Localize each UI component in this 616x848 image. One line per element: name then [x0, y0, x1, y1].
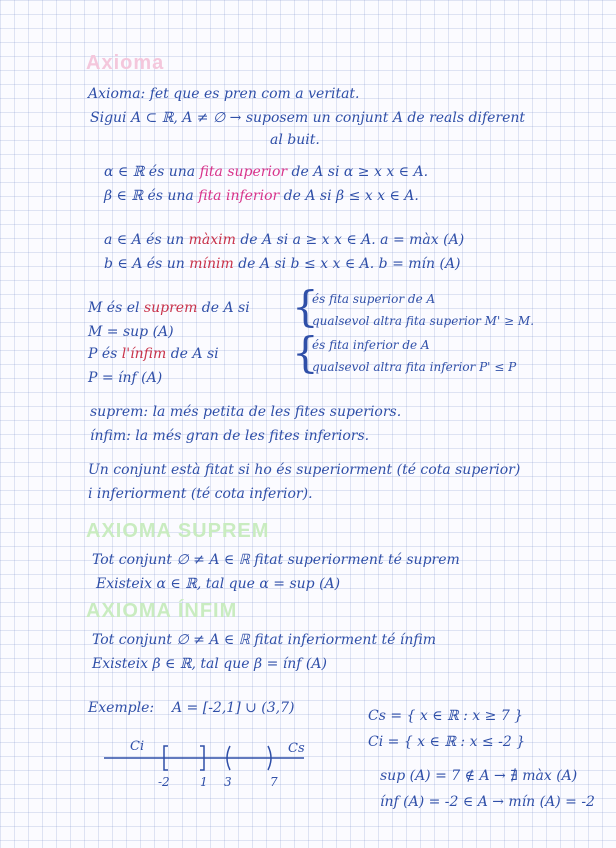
fita-superior-post: de A si α ≥ x x ∈ A.: [291, 164, 429, 180]
infim-post: de A si: [170, 346, 219, 362]
maxim-post: de A si a ≥ x x ∈ A. a = màx (A): [240, 232, 465, 248]
suprem-post: de A si: [201, 300, 250, 316]
summary-infim: ínfim: la més gran de les fites inferiors.: [90, 428, 370, 444]
suprem-pre: M és el: [88, 300, 140, 316]
exemple-sup: sup (A) = 7 ∉ A → ∄ màx (A): [380, 768, 578, 784]
infim-notation: P = ínf (A): [88, 370, 163, 386]
exemple-inf: ínf (A) = -2 ∈ A → mín (A) = -2: [380, 794, 595, 810]
exemple-set: A = [-2,1] ∪ (3,7): [172, 700, 295, 716]
suprem-term: suprem: [143, 300, 198, 316]
suprem-cond2: qualsevol altra fita superior M' ≥ M.: [312, 314, 535, 328]
suprem-notation: M = sup (A): [88, 324, 174, 340]
nl-tick-3: 3: [224, 775, 232, 789]
axioma-infim-line-1: Tot conjunt ∅ ≠ A ∈ ℝ fitat inferiorment té ínfim: [92, 632, 436, 648]
minim-post: de A si b ≤ x x ∈ A. b = mín (A): [238, 256, 461, 272]
exemple-ci: Ci = { x ∈ ℝ : x ≤ -2 }: [368, 734, 526, 750]
axioma-definition: Axioma: fet que es pren com a veritat.: [88, 86, 360, 102]
nl-cs-label: Cs: [288, 741, 305, 756]
infim-cond1: és fita inferior de A: [312, 338, 430, 352]
heading-axioma-infim: AXIOMA ÍNFIM: [86, 600, 238, 622]
maxim-pre: a ∈ A és un: [104, 232, 185, 248]
fita-inferior-pre: β ∈ ℝ és una: [104, 188, 194, 204]
summary-suprem: suprem: la més petita de les fites superiors.: [90, 404, 402, 420]
infim-cond2: qualsevol altra fita inferior P' ≤ P: [312, 360, 517, 374]
exemple-cs: Cs = { x ∈ ℝ : x ≥ 7 }: [368, 708, 524, 724]
nl-ci-label: Ci: [130, 739, 145, 754]
axioma-infim-line-2: Existeix β ∈ ℝ, tal que β = ínf (A): [92, 656, 327, 672]
fita-superior-term: fita superior: [199, 164, 288, 180]
suprem-cond1: és fita superior de A: [312, 292, 436, 306]
fita-inferior-post: de A si β ≤ x x ∈ A.: [283, 188, 419, 204]
heading-axioma: Axioma: [86, 52, 165, 74]
sigui-line: Sigui A ⊂ ℝ, A ≠ ∅ → suposem un conjunt A de reals diferent: [90, 110, 526, 126]
suprem-brace: {: [292, 282, 319, 331]
minim-term: mínim: [189, 256, 234, 272]
summary-fitat-2: i inferiorment (té cota inferior).: [88, 486, 313, 502]
axioma-suprem-line-1: Tot conjunt ∅ ≠ A ∈ ℝ fitat superiorment té suprem: [92, 552, 460, 568]
fita-superior-pre: α ∈ ℝ és una: [104, 164, 196, 180]
nl-tick-minus2: -2: [158, 775, 170, 789]
minim-pre: b ∈ A és un: [104, 256, 185, 272]
infim-term: l'ínfim: [121, 346, 167, 362]
nl-tick-7: 7: [270, 775, 278, 789]
fita-inferior-term: fita inferior: [198, 188, 280, 204]
al-buit-line: al buit.: [270, 132, 320, 148]
axioma-suprem-line-2: Existeix α ∈ ℝ, tal que α = sup (A): [96, 576, 341, 592]
nl-tick-1: 1: [200, 775, 208, 789]
infim-brace: {: [292, 328, 319, 377]
exemple-label: Exemple:: [88, 700, 155, 716]
heading-axioma-suprem: AXIOMA SUPREM: [86, 520, 270, 542]
infim-pre: P és: [88, 346, 118, 362]
summary-fitat-1: Un conjunt està fitat si ho és superiorment (té cota superior): [88, 462, 521, 478]
maxim-term: màxim: [188, 232, 236, 248]
